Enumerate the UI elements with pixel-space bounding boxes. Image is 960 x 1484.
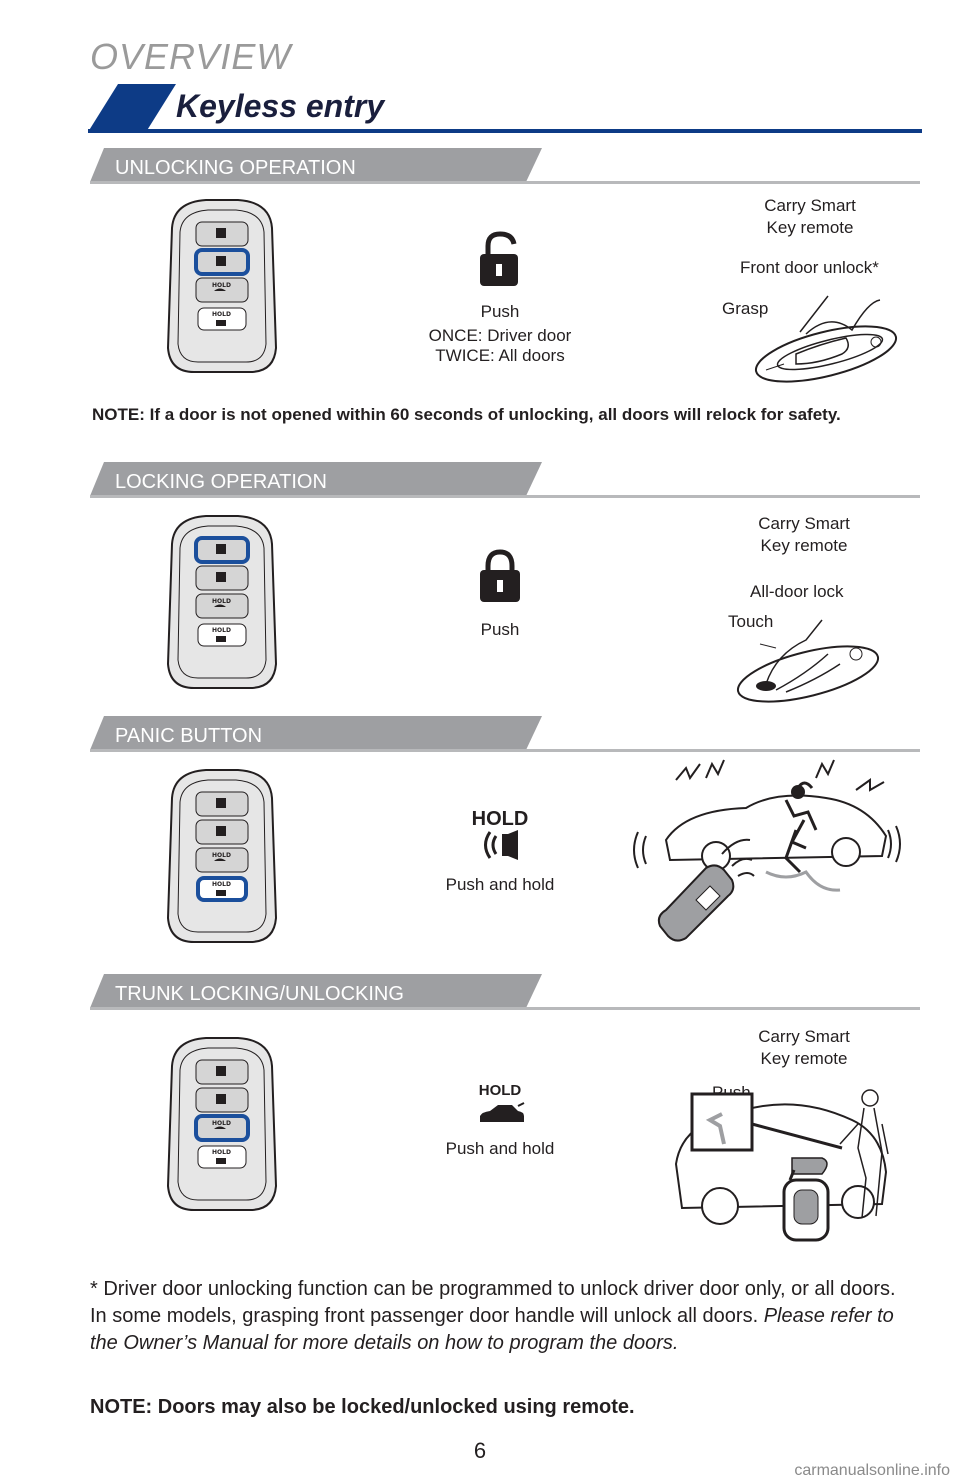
page-title: Keyless entry — [176, 88, 385, 124]
unlock-once-label: ONCE: Driver door — [428, 326, 572, 345]
grasp-label: Grasp — [722, 299, 769, 318]
unlock-carry-line1: Carry Smart — [764, 196, 856, 215]
lock-icon — [478, 550, 522, 602]
page-number: 6 — [473, 1438, 487, 1463]
touch-label: Touch — [728, 612, 774, 631]
key-fob-panic — [166, 768, 278, 944]
svg-text:HOLD: HOLD — [212, 311, 231, 318]
trunk-illustration — [672, 1084, 900, 1250]
trunk-hold-label: HOLD — [478, 1082, 522, 1099]
driver-door-footnote — [90, 1276, 910, 1357]
key-fob-lock — [166, 514, 278, 690]
unlock-twice-label: TWICE: All doors — [435, 346, 565, 365]
svg-text:HOLD: HOLD — [212, 282, 231, 289]
remote-note: NOTE: Doors may also be locked/unlocked using remote. — [90, 1396, 635, 1418]
grasp-handle-illustration — [748, 292, 898, 392]
panic-push-hold-label: Push and hold — [445, 875, 555, 894]
lock-carry-line1: Carry Smart — [758, 514, 850, 533]
trunk-carry-line1: Carry Smart — [758, 1027, 850, 1046]
trunk-car-icon — [478, 1102, 526, 1126]
unlock-carry-line2: Key remote — [766, 218, 854, 237]
panic-horn-icon — [482, 830, 522, 860]
lock-push-label: Push — [480, 620, 520, 639]
all-door-lock-label: All-door lock — [750, 582, 844, 601]
svg-text:HOLD: HOLD — [212, 852, 231, 859]
key-fob-trunk — [166, 1036, 278, 1212]
unlock-push-label: Push — [480, 302, 520, 321]
footnote-italic-text: Please refer to the Owner’s Manual for more details on how to program the doors. — [90, 1305, 894, 1354]
touch-handle-illustration — [736, 614, 886, 706]
footnote-regular-text: * Driver door unlocking function can be programmed to unlock driver door only, or all doors. In some models, grasping front passenger door handle will unlock all doors. — [90, 1278, 896, 1327]
overview-heading: OVERVIEW — [90, 36, 292, 77]
panic-hold-label: HOLD — [471, 808, 529, 830]
svg-text:HOLD: HOLD — [212, 1149, 231, 1156]
unlock-relock-note: NOTE: If a door is not opened within 60 seconds of unlocking, all doors will relock for safety. — [92, 405, 841, 424]
watermark: carmanualsonline.info — [794, 1462, 950, 1479]
trunk-heading: TRUNK LOCKING/UNLOCKING — [115, 983, 404, 1005]
key-fob-unlock — [166, 198, 278, 374]
svg-text:HOLD: HOLD — [212, 598, 231, 605]
trunk-push-hold-label: Push and hold — [445, 1139, 555, 1158]
svg-text:HOLD: HOLD — [212, 881, 231, 888]
panic-heading: PANIC BUTTON — [115, 725, 263, 747]
unlocking-heading: UNLOCKING OPERATION — [115, 157, 356, 179]
front-door-unlock-label: Front door unlock* — [740, 258, 879, 277]
lock-carry-line2: Key remote — [760, 536, 848, 555]
svg-text:HOLD: HOLD — [212, 627, 231, 634]
locking-heading: LOCKING OPERATION — [115, 471, 327, 493]
trunk-carry-line2: Key remote — [760, 1049, 848, 1068]
svg-text:HOLD: HOLD — [212, 1120, 231, 1127]
panic-alarm-illustration — [636, 760, 898, 942]
unlock-icon — [478, 232, 522, 288]
